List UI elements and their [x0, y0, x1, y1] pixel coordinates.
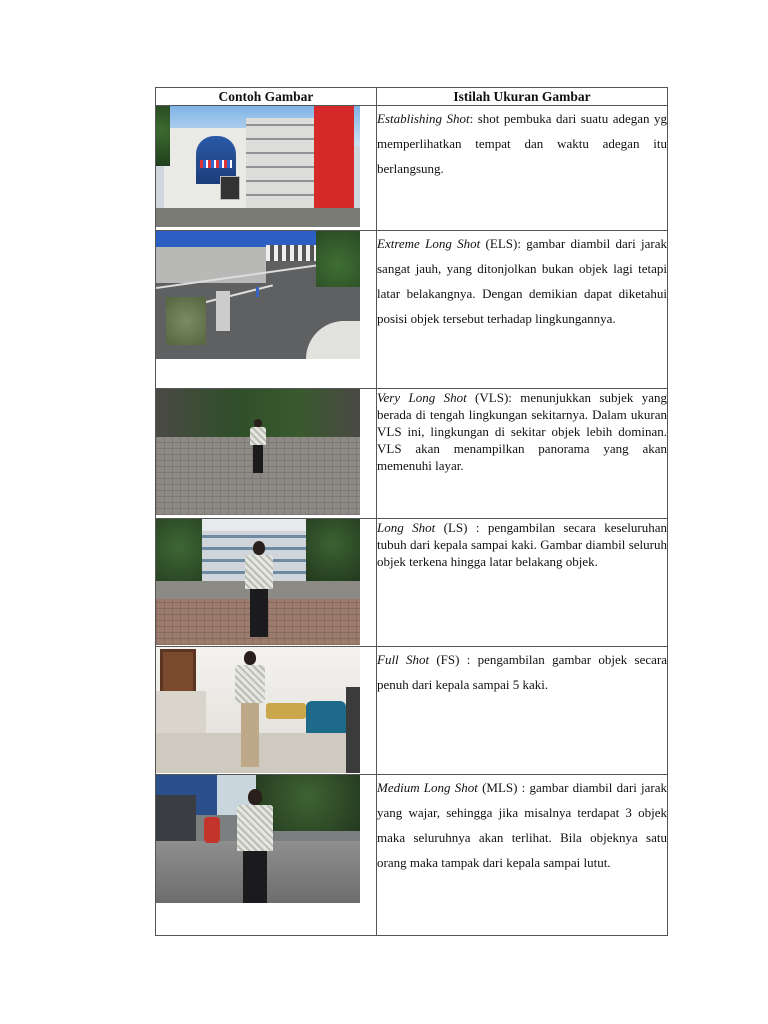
image-cell	[156, 647, 377, 775]
term-label: Extreme Long Shot	[377, 236, 481, 251]
description-cell	[377, 775, 668, 936]
image-cell	[156, 231, 377, 389]
table-row	[156, 519, 668, 647]
description-cell	[377, 231, 668, 389]
term-label: Very Long Shot	[377, 390, 467, 405]
term-description: (MLS) : gambar diambil dari jarak yang wajar, sehingga jika misalnya terdapat 3 objek maka seluruhnya akan terlihat. Bila objeknya satu orang maka tampak dari kepala sampai lutut.	[377, 780, 667, 870]
table-row	[156, 647, 668, 775]
image-cell	[156, 775, 377, 936]
image-cell	[156, 106, 377, 231]
person-street-knee-photo	[156, 775, 360, 903]
term-label: Medium Long Shot	[377, 780, 478, 795]
term-description: (ELS): gambar diambil dari jarak sangat jauh, yang ditonjolkan bukan objek lagi tetapi latar belakangnya. Dengan demikian dapat diketahui posisi objek tersebut terhadap lingkungannya.	[377, 236, 667, 326]
term-description: (FS) : pengambilan gambar objek secara penuh dari kepala sampai 5 kaki.	[377, 652, 667, 692]
description-cell	[377, 106, 668, 231]
person-office-photo	[156, 647, 360, 773]
shot-size-table	[155, 87, 668, 936]
term-description: : shot pembuka dari suatu adegan yg memperlihatkan tempat dan waktu adegan itu berlangsung.	[377, 111, 667, 176]
description-cell	[377, 389, 668, 519]
header-contoh-gambar: Contoh Gambar	[156, 88, 377, 106]
building-exterior-photo	[156, 106, 360, 227]
term-description: (LS) : pengambilan secara keseluruhan tubuh dari kepala sampai kaki. Gambar diambil seluruh objek terkena hingga latar belakang objek.	[377, 520, 668, 569]
aerial-road-photo	[156, 231, 360, 359]
description-cell	[377, 519, 668, 647]
table-header-row	[156, 88, 668, 106]
image-cell	[156, 389, 377, 519]
table-row	[156, 389, 668, 519]
person-far-plaza-photo	[156, 389, 360, 515]
table-row	[156, 775, 668, 936]
term-label: Long Shot	[377, 520, 436, 535]
image-cell	[156, 519, 377, 647]
term-label: Full Shot	[377, 652, 430, 667]
term-label: Establishing Shot	[377, 111, 470, 126]
table-row	[156, 231, 668, 389]
table-row	[156, 106, 668, 231]
description-cell	[377, 647, 668, 775]
header-istilah-ukuran: Istilah Ukuran Gambar	[377, 88, 668, 106]
person-full-body-outdoor-photo	[156, 519, 360, 645]
term-description: (VLS): menunjukkan subjek yang berada di tengah lingkungan sekitarnya. Dalam ukuran VLS ini, lingkungan di sekitar objek lebih dominan. VLS akan menampilkan panorama yang akan memenuhi layar.	[377, 390, 667, 473]
